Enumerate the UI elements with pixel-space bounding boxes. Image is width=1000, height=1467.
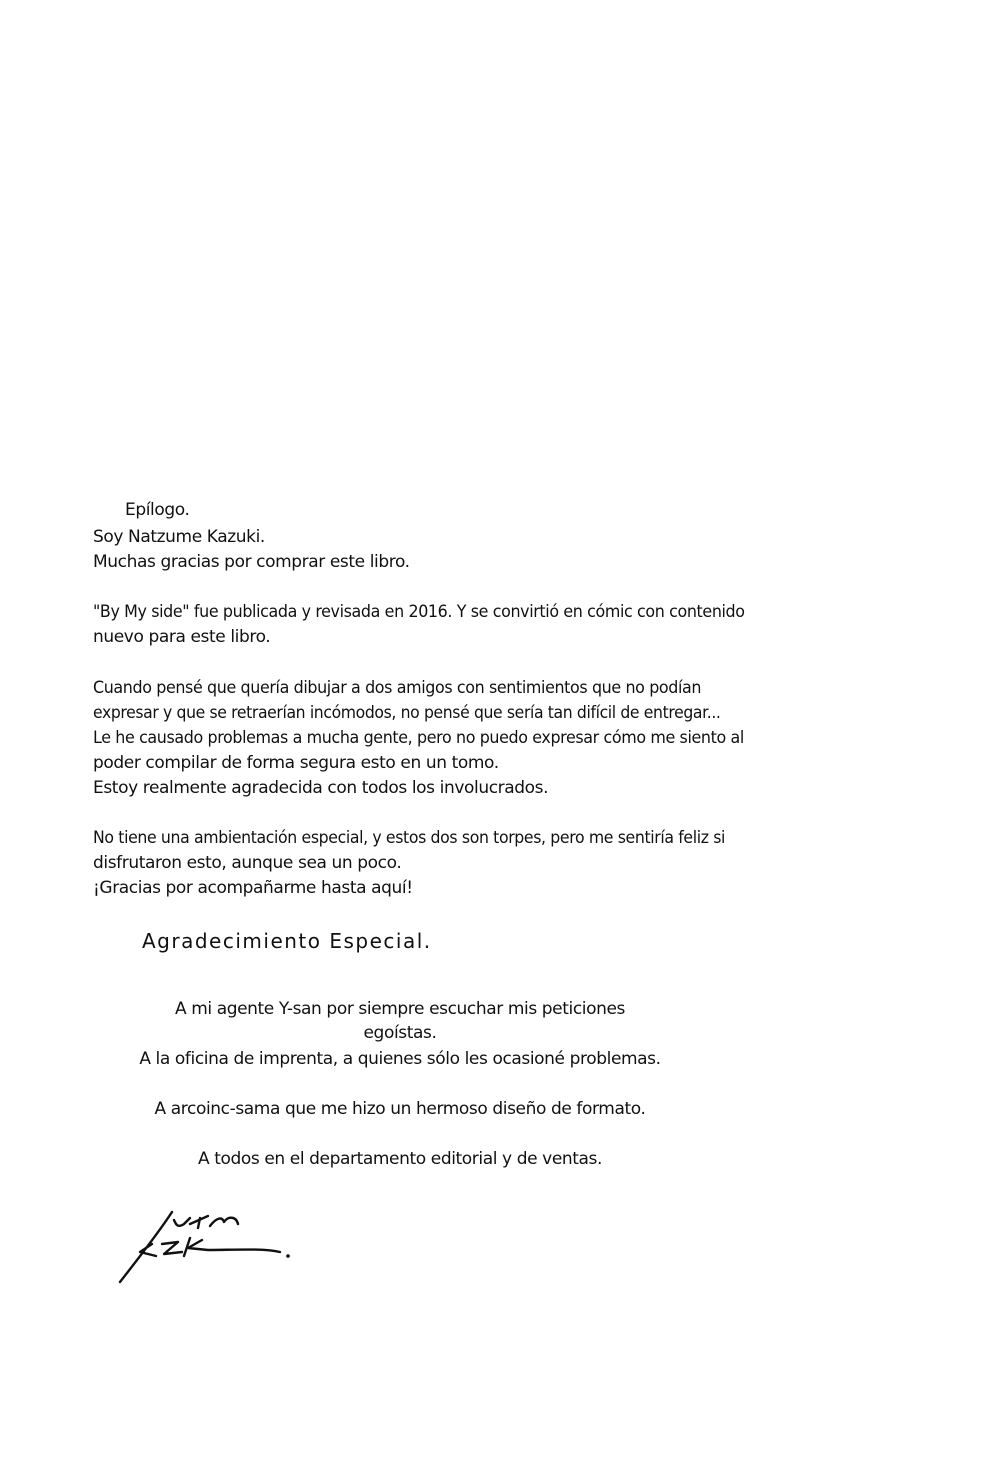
signature-stroke [210, 1218, 238, 1226]
signature-stroke [184, 1238, 280, 1256]
thanks-line-1: A mi agente Y-san por siempre escuchar mis peticiones [174, 999, 625, 1019]
paragraph2-line-4: poder compilar de forma segura esto en un tomo. [93, 753, 499, 773]
signature-stroke [162, 1242, 182, 1254]
paragraph1-line-1: "By My side" fue publicada y revisada en 2016. Y se convirtió en cómic con contenido [93, 602, 745, 622]
signature-image [112, 1200, 312, 1290]
paragraph1-line-2: nuevo para este libro. [93, 627, 271, 647]
special-thanks-heading: Agradecimiento Especial. [142, 929, 432, 953]
thanks-line-4: A arcoinc-sama que me hizo un hermoso diseño de formato. [154, 1099, 646, 1119]
paragraph2-line-1: Cuando pensé que quería dibujar a dos amigos con sentimientos que no podían [93, 678, 702, 698]
paragraph3-line-1: No tiene una ambientación especial, y estos dos son torpes, pero me sentiría feliz si [93, 828, 726, 848]
signature-stroke [190, 1216, 208, 1228]
thanks-line-5: A todos en el departamento editorial y de ventas. [197, 1149, 603, 1169]
paragraph3-line-2: disfrutaron esto, aunque sea un poco. [93, 853, 402, 873]
intro-line-2: Muchas gracias por comprar este libro. [93, 552, 410, 572]
paragraph2-line-2: expresar y que se retraerían incómodos, no pensé que sería tan difícil de entregar... [93, 703, 721, 723]
intro-line-1: Soy Natzume Kazuki. [93, 527, 265, 547]
thanks-line-2: egoístas. [363, 1023, 437, 1043]
signature-dot [286, 1254, 290, 1258]
paragraph2-line-3: Le he causado problemas a mucha gente, pero no puedo expresar cómo me siento al [93, 728, 744, 748]
signature-stroke [174, 1218, 190, 1226]
epilogue-title: Epílogo. [125, 500, 190, 520]
thanks-line-3: A la oficina de imprenta, a quienes sólo les ocasioné problemas. [139, 1049, 661, 1069]
paragraph3-line-3: ¡Gracias por acompañarme hasta aquí! [93, 878, 413, 898]
paragraph2-line-5: Estoy realmente agradecida con todos los involucrados. [93, 778, 549, 798]
